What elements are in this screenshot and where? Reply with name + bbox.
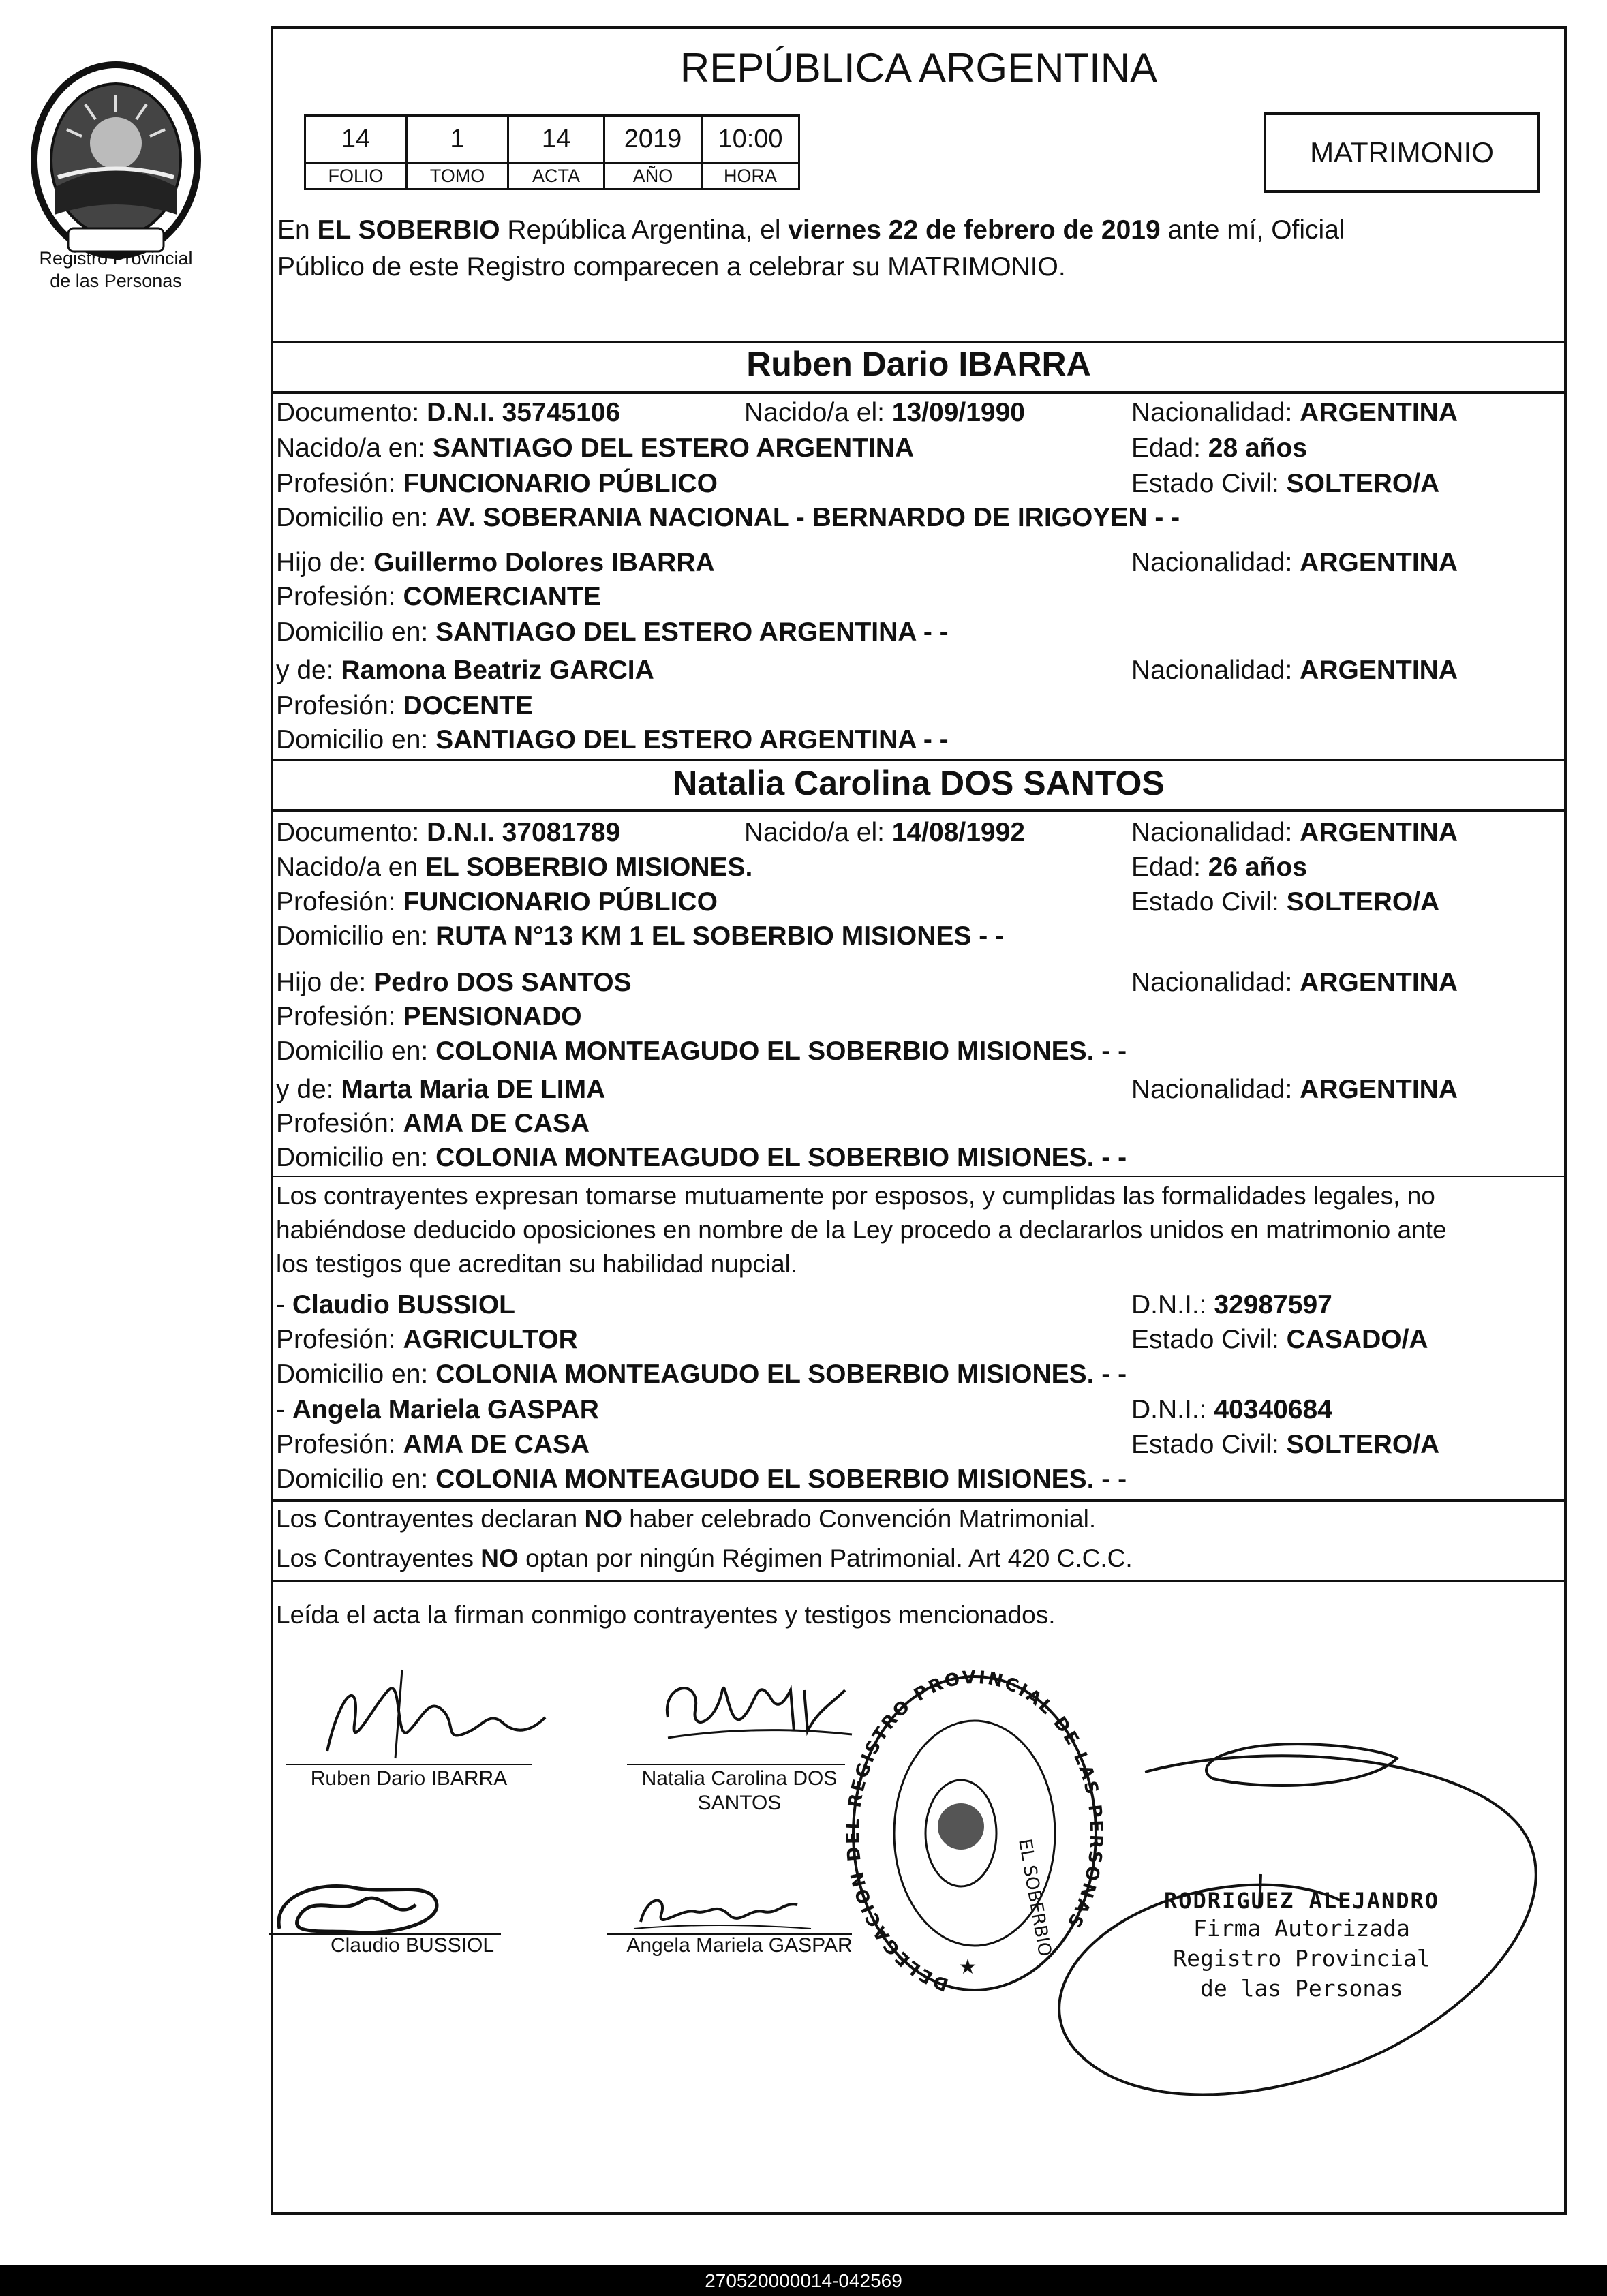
witness2-profesion <box>276 1427 590 1463</box>
ano-value: 2019 <box>604 116 702 163</box>
field-label: Estado Civil: <box>1131 887 1287 917</box>
field-value: COLONIA MONTEAGUDO EL SOBERBIO MISIONES. - - <box>435 1360 1127 1389</box>
field-value: ARGENTINA <box>1300 968 1458 997</box>
bride-mother-profesion <box>276 1106 590 1142</box>
record-data-grid <box>304 114 800 190</box>
field-value: Angela Mariela GASPAR <box>292 1395 599 1424</box>
intro-line2: Público de este Registro comparecen a celebrar su MATRIMONIO. <box>277 252 1066 281</box>
closing-statement: Leída el acta la firman conmigo contrayentes y testigos mencionados. <box>276 1601 1056 1629</box>
field-label: Profesión: <box>276 1002 403 1031</box>
folio-label: FOLIO <box>305 163 407 189</box>
field-value: FUNCIONARIO PÚBLICO <box>403 469 718 498</box>
groom-mother <box>276 653 654 688</box>
divider <box>271 809 1567 812</box>
bride-mother-nacionalidad <box>1131 1072 1458 1107</box>
field-value: AMA DE CASA <box>403 1430 590 1459</box>
official-line3: de las Personas <box>1199 1975 1403 2002</box>
groom-mother-profesion <box>276 688 533 724</box>
acta-label: ACTA <box>508 163 604 189</box>
declaration-line: los testigos que acreditan su habilidad nupcial. <box>276 1250 798 1278</box>
field-label: Profesión: <box>276 469 403 498</box>
witness1-estado-civil <box>1131 1322 1428 1358</box>
field-value: ARGENTINA <box>1300 548 1458 577</box>
field-label: Documento: <box>276 398 427 427</box>
field-label: Nacido/a el: <box>744 398 892 427</box>
bride-mother-domicilio <box>276 1140 1127 1176</box>
province-seal-icon <box>27 58 204 262</box>
groom-mother-nacionalidad <box>1131 653 1458 688</box>
signature-line <box>286 1764 532 1765</box>
field-value: 13/09/1990 <box>891 398 1025 427</box>
groom-father-profesion <box>276 579 601 615</box>
bride-signature-line1: Natalia Carolina DOS <box>641 1767 838 1790</box>
field-value: ARGENTINA <box>1300 1075 1458 1104</box>
record-type: MATRIMONIO <box>1310 136 1494 168</box>
field-label: Edad: <box>1131 433 1208 463</box>
declaration-line: habiéndose deducido oposiciones en nombre de la Ley procedo a declararlos unidos en matrimonio ante <box>276 1216 1447 1244</box>
groom-father-nacionalidad <box>1131 545 1458 581</box>
field-value: PENSIONADO <box>403 1002 582 1031</box>
field-label: Profesión: <box>276 582 403 611</box>
field-label: Domicilio en: <box>276 503 436 532</box>
field-label: Estado Civil: <box>1131 1430 1287 1459</box>
groom-domicilio <box>276 500 1180 536</box>
convention-text: optan por ningún Régimen Patrimonial. Art 420 C.C.C. <box>518 1544 1133 1572</box>
field-value: D.N.I. 37081789 <box>427 818 621 847</box>
convention-line2 <box>276 1542 1133 1576</box>
logo-caption-line2: de las Personas <box>50 271 182 291</box>
convention-text: haber celebrado Convención Matrimonial. <box>622 1505 1097 1533</box>
stamp-ring-text: DELEGACION D L REGISTRO PROVINCIAL DE LAS P SONAS <box>845 1667 1104 1995</box>
witness2-signature-label: Angela Mariela GASPAR <box>626 1934 853 1957</box>
field-value: EL SOBERBIO MISIONES. <box>425 853 753 882</box>
field-value: Guillermo Dolores IBARRA <box>373 548 715 577</box>
witness1-name <box>276 1287 515 1323</box>
footer-code: 270520000014-042569 <box>705 2270 902 2291</box>
bride-domicilio <box>276 919 1004 954</box>
field-label: Nacionalidad: <box>1131 656 1300 685</box>
official-line1: Firma Autorizada <box>1193 1915 1410 1942</box>
field-value: FUNCIONARIO PÚBLICO <box>403 887 718 917</box>
star-icon: ★ <box>958 1956 977 1978</box>
divider <box>271 391 1567 394</box>
hora-value: 10:00 <box>702 116 799 163</box>
field-label: Nacionalidad: <box>1131 1075 1300 1104</box>
stamp-inner-text: EL SOBERBIO <box>1014 1837 1055 1959</box>
field-value: SANTIAGO DEL ESTERO ARGENTINA - - <box>435 725 949 754</box>
field-label: Hijo de: <box>276 548 374 577</box>
field-value: ARGENTINA <box>1300 656 1458 685</box>
groom-profesion <box>276 466 718 502</box>
folio-value: 14 <box>305 116 407 163</box>
field-label: Profesión: <box>276 887 403 917</box>
field-value: COMERCIANTE <box>403 582 601 611</box>
bride-profesion <box>276 885 718 920</box>
field-label: Domicilio en: <box>276 725 436 754</box>
field-label: Profesión: <box>276 1430 403 1459</box>
province-seal <box>27 58 204 262</box>
field-value: AGRICULTOR <box>403 1325 578 1354</box>
declaration-paragraph <box>276 1179 1564 1281</box>
field-label: Nacido/a en <box>276 853 425 882</box>
field-label: Domicilio en: <box>276 1465 436 1494</box>
field-value: D.N.I. 35745106 <box>427 398 621 427</box>
official-name: RODRIGUEZ ALEJANDRO <box>1163 1888 1440 1914</box>
field-label: Nacionalidad: <box>1131 968 1300 997</box>
bride-father <box>276 965 632 1000</box>
witness1-profesion <box>276 1322 578 1358</box>
bride-signature <box>654 1663 859 1758</box>
page-title: REPÚBLICA ARGENTINA <box>679 45 1158 91</box>
field-value: AV. SOBERANIA NACIONAL - BERNARDO DE IRIGOYEN - - <box>435 503 1180 532</box>
bride-estado-civil <box>1131 885 1439 920</box>
field-value: DOCENTE <box>403 691 534 720</box>
field-label: Profesión: <box>276 691 403 720</box>
bride-nacido-en <box>276 850 752 885</box>
field-label: D.N.I.: <box>1131 1395 1214 1424</box>
intro-place: EL SOBERBIO <box>317 215 500 245</box>
field-label: y de: <box>276 1075 341 1104</box>
groom-signature <box>300 1649 559 1772</box>
field-value: 28 años <box>1208 433 1308 463</box>
bride-edad <box>1131 850 1307 885</box>
bride-father-nacionalidad <box>1131 965 1458 1000</box>
official-line2: Registro Provincial <box>1173 1945 1430 1972</box>
field-value: Pedro DOS SANTOS <box>373 968 632 997</box>
intro-text: En <box>277 215 318 245</box>
groom-mother-domicilio <box>276 722 949 758</box>
bride-signature-line2: SANTOS <box>697 1792 782 1814</box>
field-label: Domicilio en: <box>276 1143 436 1172</box>
groom-nacido-el <box>744 395 1025 431</box>
footer-code-bar <box>0 2265 1607 2296</box>
divider <box>271 1176 1567 1177</box>
field-label: Nacido/a en: <box>276 433 433 463</box>
field-label: Domicilio en: <box>276 921 436 951</box>
field-value: Marta Maria DE LIMA <box>341 1075 606 1104</box>
convention-no: NO <box>584 1505 622 1533</box>
witness2-dni <box>1131 1392 1332 1428</box>
witness1-dni <box>1131 1287 1332 1323</box>
witness1-signature-label: Claudio BUSSIOL <box>330 1934 495 1957</box>
convention-no: NO <box>480 1544 519 1572</box>
field-label: Nacido/a el: <box>744 818 892 847</box>
field-value: SOLTERO/A <box>1286 1430 1440 1459</box>
declaration-line: Los contrayentes expresan tomarse mutuamente por esposos, y cumplidas las formalidades legales, no <box>276 1182 1435 1210</box>
signature-line <box>627 1764 845 1765</box>
tomo-label: TOMO <box>407 163 508 189</box>
groom-edad <box>1131 431 1307 466</box>
field-label: - <box>276 1290 292 1319</box>
intro-text: República Argentina, el <box>500 215 789 245</box>
field-label: Nacionalidad: <box>1131 818 1300 847</box>
field-value: 32987597 <box>1214 1290 1332 1319</box>
field-value: Claudio BUSSIOL <box>292 1290 516 1319</box>
field-value: ARGENTINA <box>1300 818 1458 847</box>
field-value: SOLTERO/A <box>1286 469 1440 498</box>
field-value: 14/08/1992 <box>891 818 1025 847</box>
bride-mother <box>276 1072 605 1107</box>
groom-nacionalidad <box>1131 395 1458 431</box>
field-value: Ramona Beatriz GARCIA <box>341 656 654 685</box>
groom-signature-label: Ruben Dario IBARRA <box>310 1767 508 1790</box>
field-value: AMA DE CASA <box>403 1109 590 1138</box>
field-label: Estado Civil: <box>1131 469 1287 498</box>
field-value: COLONIA MONTEAGUDO EL SOBERBIO MISIONES. - - <box>435 1143 1127 1172</box>
bride-father-profesion <box>276 999 582 1035</box>
bride-father-domicilio <box>276 1034 1127 1069</box>
groom-estado-civil <box>1131 466 1439 502</box>
convention-text: Los Contrayentes declaran <box>276 1505 585 1533</box>
groom-father-domicilio <box>276 615 949 650</box>
witness2-name <box>276 1392 599 1428</box>
convention-line1 <box>276 1502 1096 1536</box>
divider <box>271 759 1567 761</box>
field-label: D.N.I.: <box>1131 1290 1214 1319</box>
field-value: 40340684 <box>1214 1395 1332 1424</box>
official-stamp <box>1104 1888 1499 2004</box>
field-label: Profesión: <box>276 1325 403 1354</box>
field-value: SANTIAGO DEL ESTERO ARGENTINA <box>432 433 915 463</box>
witness2-domicilio <box>276 1462 1127 1497</box>
bride-documento <box>276 815 620 851</box>
bride-nacionalidad <box>1131 815 1458 851</box>
field-label: - <box>276 1395 292 1424</box>
field-value: CASADO/A <box>1286 1325 1428 1354</box>
bride-name-heading: Natalia Carolina DOS SANTOS <box>673 764 1165 802</box>
field-value: COLONIA MONTEAGUDO EL SOBERBIO MISIONES. - - <box>435 1037 1127 1066</box>
field-label: Edad: <box>1131 853 1208 882</box>
witness2-estado-civil <box>1131 1427 1439 1463</box>
intro-date: viernes 22 de febrero de 2019 <box>788 215 1161 245</box>
witness1-domicilio <box>276 1357 1127 1392</box>
bride-signature-label <box>627 1766 852 1816</box>
field-value: ARGENTINA <box>1300 398 1458 427</box>
divider <box>271 1580 1567 1582</box>
field-label: y de: <box>276 656 341 685</box>
ano-label: AÑO <box>604 163 702 189</box>
record-type-box <box>1264 112 1540 193</box>
field-value: RUTA N°13 KM 1 EL SOBERBIO MISIONES - - <box>435 921 1005 951</box>
field-label: Documento: <box>276 818 427 847</box>
field-value: SANTIAGO DEL ESTERO ARGENTINA - - <box>435 617 949 647</box>
logo-caption <box>14 247 218 292</box>
hora-label: HORA <box>702 163 799 189</box>
field-label: Nacionalidad: <box>1131 398 1300 427</box>
field-label: Domicilio en: <box>276 1360 436 1389</box>
groom-documento <box>276 395 620 431</box>
groom-nacido-en <box>276 431 914 466</box>
groom-father <box>276 545 715 581</box>
field-label: Hijo de: <box>276 968 374 997</box>
field-label: Domicilio en: <box>276 617 436 647</box>
field-value: COLONIA MONTEAGUDO EL SOBERBIO MISIONES. - - <box>435 1465 1127 1494</box>
field-label: Domicilio en: <box>276 1037 436 1066</box>
intro-line1 <box>277 213 1345 248</box>
field-value: SOLTERO/A <box>1286 887 1440 917</box>
field-label: Nacionalidad: <box>1131 548 1300 577</box>
tomo-value: 1 <box>407 116 508 163</box>
bride-nacido-el <box>744 815 1025 851</box>
field-label: Profesión: <box>276 1109 403 1138</box>
field-value: 26 años <box>1208 853 1308 882</box>
acta-value: 14 <box>508 116 604 163</box>
divider <box>271 341 1567 343</box>
logo-caption-line1: Registro Provincial <box>39 248 193 269</box>
intro-text: ante mí, Oficial <box>1160 215 1345 245</box>
field-label: Estado Civil: <box>1131 1325 1287 1354</box>
convention-text: Los Contrayentes <box>276 1544 481 1572</box>
groom-name-heading: Ruben Dario IBARRA <box>746 345 1091 383</box>
